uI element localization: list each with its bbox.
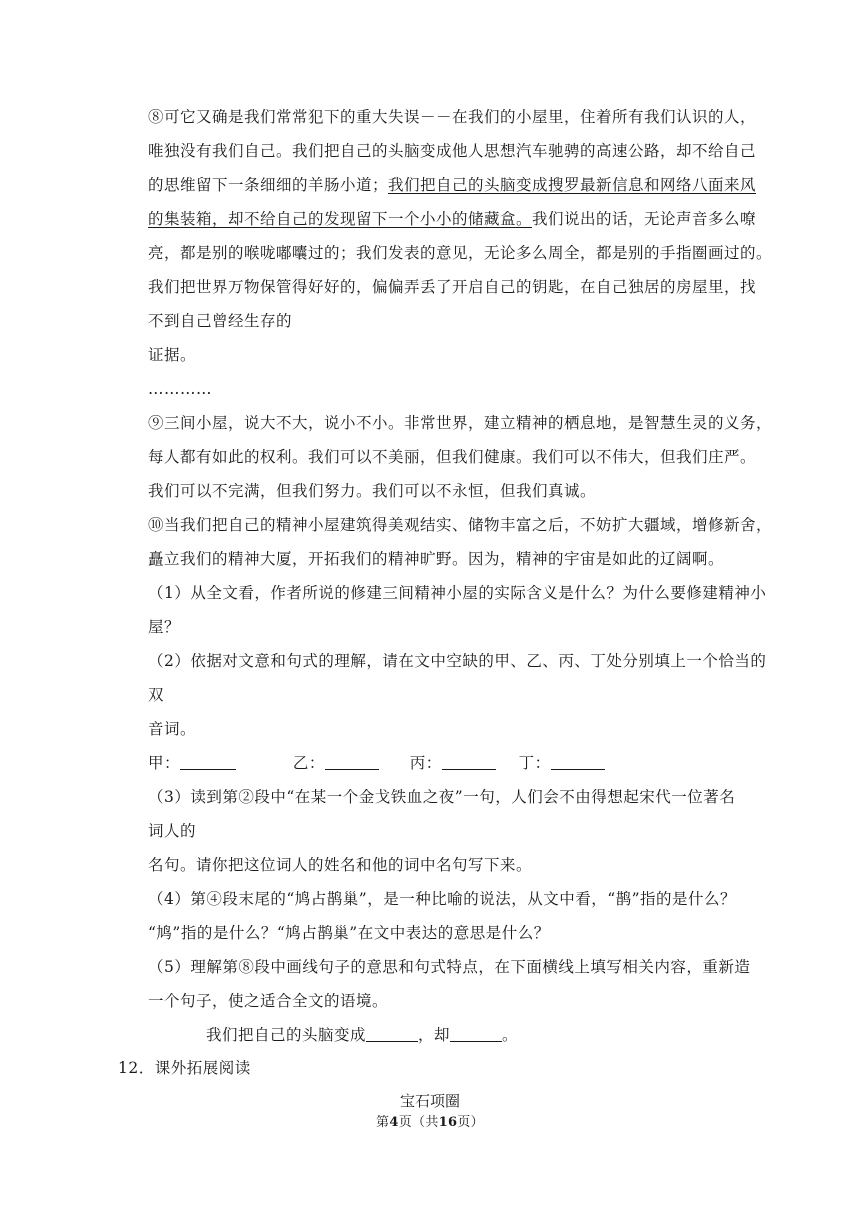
answer-ding-label: 丁： (518, 754, 551, 772)
fill-text-c: 。 (502, 1026, 519, 1044)
para8-line-3 (148, 168, 757, 202)
para10-line-2: 矗立我们的精神大厦，开拓我们的精神旷野。因为，精神的宇宙是如此的辽阔啊。 (148, 550, 725, 568)
answer-bing-label: 丙： (409, 754, 442, 772)
question-4-line-1: （4）第④段末尾的“鸠占鹊巢”，是一种比喻的说法，从文中看，“鹊”指的是什么？ (148, 890, 737, 908)
para9-line-3: 我们可以不完满，但我们努力。我们可以不永恒，但我们真诚。 (148, 482, 597, 500)
answer-yi-label: 乙： (292, 754, 325, 772)
question-2-line-1: （2）依据对文意和句式的理解，请在文中空缺的甲、乙、丙、丁处分别填上一个恰当的 (148, 652, 767, 670)
para9-line-2: 每人都有如此的权利。我们可以不美丽，但我们健康。我们可以不伟大，但我们庄严。 (148, 448, 757, 466)
para10-line-1: ⑩当我们把自己的精神小屋建筑得美观结实、储物丰富之后，不妨扩大疆域，增修新舍， (148, 516, 773, 534)
underlined-sentence-part-2: 的集装箱，却不给自己的发现留下一个小小的储藏盒。 (148, 210, 533, 228)
footer-page-number: 4 (389, 1115, 399, 1130)
underlined-sentence-part-1: 我们把自己的头脑变成搜罗最新信息和网络八面来风 (388, 176, 757, 194)
footer-total-pages: 16 (438, 1115, 458, 1130)
para9-line-1: ⑨三间小屋，说大不大，说小不小。非常世界，建立精神的栖息地，是智慧生灵的义务， (148, 414, 773, 432)
question-12-heading: 12．课外拓展阅读 (118, 1059, 251, 1077)
question-3-line-1: （3）读到第②段中“在某一个金戈铁血之夜”一句，人们会不由得想起宋代一位著名 (148, 788, 736, 806)
fill-blank-1[interactable] (366, 1023, 418, 1042)
document-body (148, 100, 773, 1052)
question-5-line-1: （5）理解第⑧段中画线句子的意思和句式特点，在下面横线上填写相关内容，重新造 (148, 958, 751, 976)
question-1-line-2: 屋？ (148, 618, 181, 636)
question-4-line-2: “鸠”指的是什么？“鸠占鹊巢”在文中表达的意思是什么？ (148, 924, 550, 942)
fill-text-a: 我们把自己的头脑变成 (206, 1026, 367, 1044)
para8-line-7: 不到自己曾经生存的 (148, 312, 293, 330)
answer-ding-blank[interactable] (551, 751, 605, 770)
para8-line-6: 我们把世界万物保管得好好的，偏偏弄丢了开启自己的钥匙，在自己独居的房屋里，找 (148, 278, 757, 296)
question-1-line-1: （1）从全文看，作者所说的修建三间精神小屋的实际含义是什么？为什么要修建精神小 (148, 584, 767, 602)
question-5-fill-sentence (148, 1018, 728, 1052)
question-3-line-3: 名句。请你把这位词人的姓名和他的词中名句写下来。 (148, 856, 533, 874)
answer-jia-label: 甲： (148, 754, 181, 772)
ellipsis: ………… (148, 380, 212, 398)
para8-line-8: 证据。 (148, 346, 197, 364)
question-2-line-3: 音词。 (148, 720, 197, 738)
answer-bing-blank[interactable] (442, 751, 496, 770)
para8-line-4 (148, 202, 757, 236)
footer-mid: 页（共 (398, 1115, 439, 1130)
answer-jia-blank[interactable] (180, 751, 236, 770)
page-footer (0, 1111, 860, 1130)
fill-text-b: ，却 (418, 1026, 451, 1044)
answer-yi-blank[interactable] (325, 751, 379, 770)
article-title: 宝石项圈 (399, 1092, 460, 1110)
para8-line-1: ⑧可它又确是我们常常犯下的重大失误－－在我们的小屋里，住着所有我们认识的人， (148, 108, 757, 126)
answer-row (148, 746, 728, 780)
para8-line-4-text: 我们说出的话，无论声音多么嘹 (532, 210, 757, 228)
footer-post: 页） (457, 1115, 484, 1130)
question-2-line-2: 双 (148, 686, 165, 704)
para8-line-2: 唯独没有我们自己。我们把自己的头脑变成他人思想汽车驰骋的高速公路，却不给自己 (148, 142, 757, 160)
footer-pre: 第 (376, 1115, 390, 1130)
para8-line-5: 亮，都是别的喉咙嘟囔过的；我们发表的意见，无论多么周全，都是别的手指圈画过的。 (148, 244, 773, 262)
fill-blank-2[interactable] (450, 1023, 502, 1042)
question-3-line-2: 词人的 (148, 822, 197, 840)
para8-line-3-text: 的思维留下一条细细的羊肠小道； (148, 176, 389, 194)
question-5-line-2: 一个句子，使之适合全文的语境。 (148, 992, 389, 1010)
